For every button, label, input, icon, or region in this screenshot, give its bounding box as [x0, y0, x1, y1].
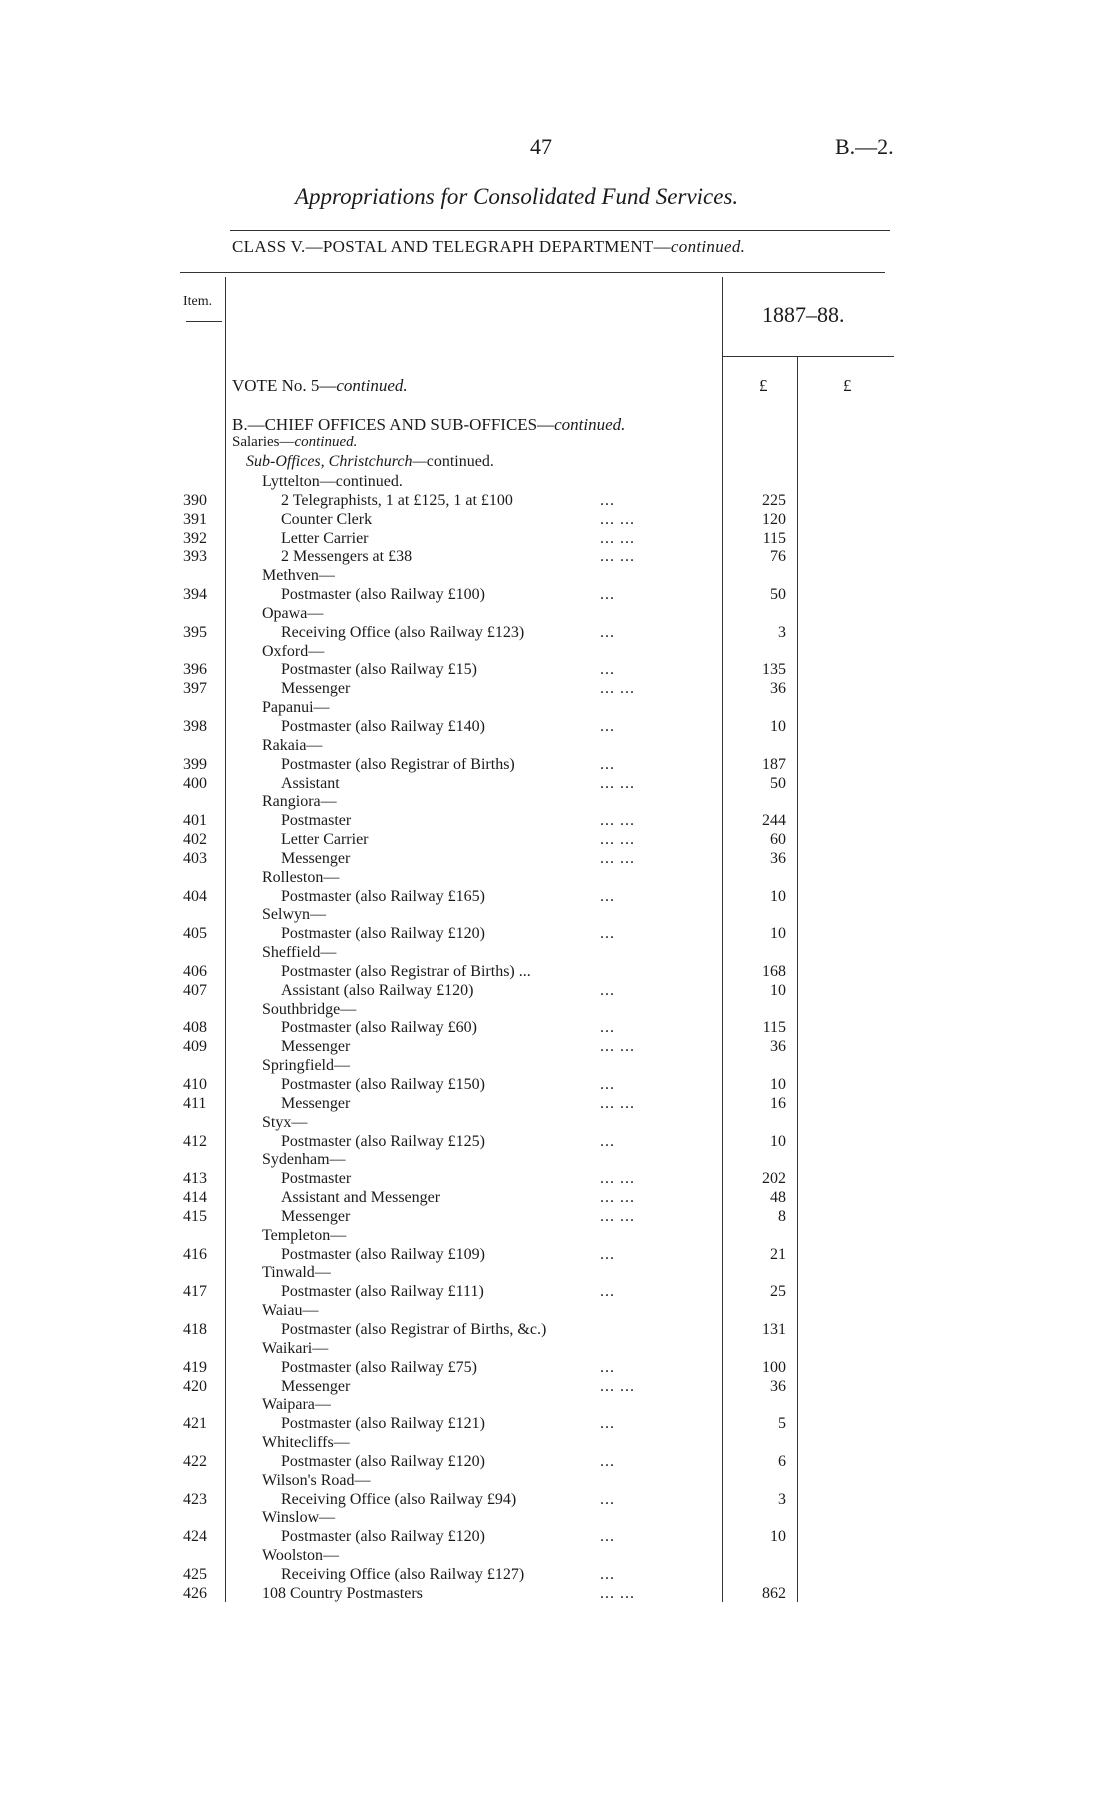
item-number: 392 [183, 529, 207, 547]
item-number: 420 [183, 1377, 207, 1395]
pound-symbol-1: £ [759, 376, 768, 395]
line-description: Postmaster (also Registrar of Births) [281, 755, 515, 773]
leader-dots: ... ... [600, 1207, 635, 1225]
office-name: Styx— [262, 1113, 308, 1131]
table-row [0, 1321, 1114, 1340]
item-number: 419 [183, 1358, 207, 1376]
line-description: Postmaster (also Railway £109) [281, 1245, 485, 1263]
office-name: 108 Country Postmasters [262, 1584, 423, 1602]
item-number: 423 [183, 1490, 207, 1508]
amount: 48 [770, 1189, 786, 1207]
item-number: 415 [183, 1207, 207, 1225]
vote-label: VOTE No. 5— [232, 376, 337, 395]
item-number: 396 [183, 661, 207, 679]
leader-dots: ... ... [600, 548, 635, 566]
item-number: 390 [183, 491, 207, 509]
table-row [0, 1019, 1114, 1038]
pound-symbol-2: £ [843, 376, 852, 395]
table-row [0, 567, 1114, 586]
leader-dots: ... [600, 1565, 615, 1583]
office-name: Southbridge— [262, 1000, 357, 1018]
table-row [0, 1076, 1114, 1095]
table-row [0, 1170, 1114, 1189]
office-name: Methven— [262, 567, 335, 585]
office-name: Springfield— [262, 1057, 350, 1075]
line-description: Messenger [281, 1094, 351, 1112]
line-description: 2 Telegraphists, 1 at £125, 1 at £100 [281, 491, 513, 509]
table-row [0, 1264, 1114, 1283]
item-number: 407 [183, 981, 207, 999]
item-number: 397 [183, 680, 207, 698]
amount: 8 [778, 1207, 786, 1225]
table-row [0, 1415, 1114, 1434]
leader-dots: ... [600, 661, 615, 679]
table-head-rule [180, 272, 885, 273]
leader-dots: ... [600, 1490, 615, 1508]
line-description: 2 Messengers at £38 [281, 548, 413, 566]
table-row [0, 492, 1114, 511]
item-number: 404 [183, 887, 207, 905]
class-title [232, 237, 745, 257]
table-row [0, 944, 1114, 963]
item-number: 409 [183, 1038, 207, 1056]
item-number: 406 [183, 962, 207, 980]
table-row [0, 963, 1114, 982]
table-row [0, 756, 1114, 775]
office-name: Winslow— [262, 1509, 336, 1527]
item-number: 413 [183, 1170, 207, 1188]
line-description: Postmaster (also Railway £60) [281, 1019, 477, 1037]
table-row [0, 643, 1114, 662]
office-name: Waipara— [262, 1396, 331, 1414]
leader-dots: ... [600, 887, 615, 905]
item-number: 391 [183, 510, 207, 528]
item-number: 424 [183, 1528, 207, 1546]
line-description: Postmaster (also Railway £15) [281, 661, 477, 679]
table-row [0, 1151, 1114, 1170]
office-name: Waiau— [262, 1302, 319, 1320]
amount: 10 [770, 1076, 786, 1093]
leader-dots: ... [600, 981, 615, 999]
table-row [0, 1491, 1114, 1510]
table-row [0, 718, 1114, 737]
table-row [0, 906, 1114, 925]
table-row [0, 605, 1114, 624]
line-description: Postmaster (also Registrar of Births, &c.) [281, 1320, 547, 1338]
line-description: Messenger [281, 1207, 351, 1225]
amount: 36 [770, 680, 786, 698]
table-row [0, 1114, 1114, 1133]
amount: 115 [762, 529, 786, 547]
table-row [0, 548, 1114, 567]
line-description: Postmaster (also Railway £100) [281, 586, 485, 604]
table-row [0, 737, 1114, 756]
salaries-label: Salaries— [232, 434, 295, 450]
table-row [0, 1057, 1114, 1076]
line-description: Postmaster [281, 812, 352, 830]
table-row [0, 1340, 1114, 1359]
line-description: Postmaster (also Railway £121) [281, 1415, 485, 1433]
table-row [0, 1547, 1114, 1566]
line-description: Postmaster (also Railway £120) [281, 925, 485, 943]
table-row [0, 1095, 1114, 1114]
amount: 202 [762, 1170, 786, 1188]
table-row [0, 1133, 1114, 1152]
amount: 225 [762, 491, 786, 509]
page-subtitle: Appropriations for Consolidated Fund Services. [295, 184, 739, 209]
line-description: Assistant (also Railway £120) [281, 981, 474, 999]
leader-dots: ... ... [600, 1584, 635, 1602]
table-row [0, 831, 1114, 850]
item-number: 393 [183, 548, 207, 566]
suboffices-heading [246, 453, 494, 471]
table-row [0, 699, 1114, 718]
line-description: Letter Carrier [281, 831, 369, 849]
office-name: Templeton— [262, 1226, 347, 1244]
table-row [0, 1246, 1114, 1265]
office-name: Sheffield— [262, 944, 337, 962]
amount: 862 [762, 1584, 786, 1602]
item-number: 425 [183, 1565, 207, 1583]
line-description: Postmaster (also Railway £120) [281, 1528, 485, 1546]
amount: 100 [762, 1358, 786, 1376]
vote-heading [232, 376, 408, 396]
office-name: Selwyn— [262, 906, 326, 924]
office-name: Papanui— [262, 699, 330, 717]
table-row [0, 680, 1114, 699]
office-name: Rolleston— [262, 868, 340, 886]
leader-dots: ... ... [600, 529, 635, 547]
leader-dots: ... ... [600, 831, 635, 849]
item-number: 426 [183, 1584, 207, 1602]
table-row [0, 1509, 1114, 1528]
item-column-header: Item. [183, 294, 213, 309]
item-number: 401 [183, 812, 207, 830]
document-reference: B.—2. [835, 134, 894, 159]
amount: 6 [778, 1452, 786, 1470]
office-name: Opawa— [262, 604, 324, 622]
amount: 10 [770, 925, 786, 943]
year-column-header: 1887–88. [762, 302, 845, 327]
line-description: Assistant [281, 774, 340, 792]
item-number: 400 [183, 774, 207, 792]
leader-dots: ... [600, 925, 615, 943]
amount: 50 [770, 774, 786, 792]
leader-dots: ... [600, 1452, 615, 1470]
leader-dots: ... [600, 1076, 615, 1093]
leader-dots: ... [600, 1415, 615, 1433]
table-row [0, 511, 1114, 530]
leader-dots: ... [600, 1528, 615, 1546]
office-name: Tinwald— [262, 1264, 331, 1282]
amount: 10 [770, 1528, 786, 1546]
table-row [0, 850, 1114, 869]
item-number: 410 [183, 1076, 207, 1093]
table-row [0, 888, 1114, 907]
table-row [0, 793, 1114, 812]
line-description: Messenger [281, 1377, 351, 1395]
table-row [0, 1566, 1114, 1585]
amount: 50 [770, 586, 786, 604]
leader-dots: ... ... [600, 1189, 635, 1207]
leader-dots: ... ... [600, 1094, 635, 1112]
suboffices-label: Sub-Offices, Christchurch— [246, 453, 427, 470]
item-number: 421 [183, 1415, 207, 1433]
amount: 3 [778, 1490, 786, 1508]
leader-dots: ... [600, 1358, 615, 1376]
item-number: 412 [183, 1132, 207, 1150]
amount: 76 [770, 548, 786, 566]
line-description: Postmaster (also Railway £165) [281, 887, 485, 905]
line-description: Letter Carrier [281, 529, 369, 547]
leader-dots: ... [600, 1019, 615, 1037]
leader-dots: ... [600, 1283, 615, 1301]
leader-dots: ... ... [600, 812, 635, 830]
table-row [0, 1001, 1114, 1020]
table-row [0, 1189, 1114, 1208]
line-description: Postmaster (also Railway £111) [281, 1283, 484, 1301]
line-description: Postmaster (also Railway £125) [281, 1132, 485, 1150]
leader-dots: ... [600, 491, 615, 509]
office-name: Oxford— [262, 642, 325, 660]
table-row [0, 1359, 1114, 1378]
line-description: Messenger [281, 1038, 351, 1056]
amount: 60 [770, 831, 786, 849]
item-number: 408 [183, 1019, 207, 1037]
line-description: Postmaster (also Railway £75) [281, 1358, 477, 1376]
office-name: Rangiora— [262, 793, 337, 811]
leader-dots: ... ... [600, 680, 635, 698]
line-description: Receiving Office (also Railway £127) [281, 1565, 525, 1583]
leader-dots: ... [600, 1132, 615, 1150]
table-row [0, 1378, 1114, 1397]
amount: 10 [770, 887, 786, 905]
class-title-continued: continued. [670, 237, 746, 256]
item-number: 394 [183, 586, 207, 604]
amount: 10 [770, 1132, 786, 1150]
item-number: 402 [183, 831, 207, 849]
line-description: Postmaster [281, 1170, 352, 1188]
table-row [0, 1528, 1114, 1547]
table-row [0, 1227, 1114, 1246]
item-header-underline [186, 321, 222, 322]
line-description: Messenger [281, 849, 351, 867]
item-number: 405 [183, 925, 207, 943]
amount: 36 [770, 849, 786, 867]
leader-dots: ... [600, 586, 615, 604]
office-name: Rakaia— [262, 736, 323, 754]
item-number: 418 [183, 1320, 207, 1338]
amount: 36 [770, 1038, 786, 1056]
salaries-continued: continued. [294, 434, 358, 450]
table-row [0, 530, 1114, 549]
amount: 5 [778, 1415, 786, 1433]
section-label: B.—CHIEF OFFICES AND SUB-OFFICES— [232, 415, 555, 434]
amount: 135 [762, 661, 786, 679]
line-description: Receiving Office (also Railway £123) [281, 623, 525, 641]
table-row [0, 1208, 1114, 1227]
salaries-heading [232, 434, 357, 451]
line-description: Messenger [281, 680, 351, 698]
amount: 244 [762, 812, 786, 830]
table-row [0, 812, 1114, 831]
table-row [0, 925, 1114, 944]
item-number: 398 [183, 717, 207, 735]
amount: 10 [770, 717, 786, 735]
leader-dots: ... ... [600, 849, 635, 867]
line-description: Assistant and Messenger [281, 1189, 441, 1207]
line-description: Postmaster (also Railway £120) [281, 1452, 485, 1470]
table-row [0, 1434, 1114, 1453]
office-name: Sydenham— [262, 1151, 346, 1169]
office-name: Whitecliffs— [262, 1434, 350, 1452]
table-row [0, 1396, 1114, 1415]
table-row [0, 624, 1114, 643]
table-row [0, 775, 1114, 794]
leader-dots: ... ... [600, 774, 635, 792]
office-name: Waikari— [262, 1339, 329, 1357]
amount: 16 [770, 1094, 786, 1112]
leader-dots: ... ... [600, 1038, 635, 1056]
item-number: 416 [183, 1245, 207, 1263]
leader-dots: ... [600, 755, 615, 773]
leader-dots: ... ... [600, 1170, 635, 1188]
table-row [0, 1585, 1114, 1604]
leader-dots: ... [600, 623, 615, 641]
section-continued: continued. [554, 415, 626, 434]
item-number: 417 [183, 1283, 207, 1301]
amount: 115 [762, 1019, 786, 1037]
table-row [0, 1472, 1114, 1491]
table-row [0, 473, 1114, 492]
appropriation-lines [0, 473, 1114, 1604]
table-row [0, 1453, 1114, 1472]
table-row [0, 1283, 1114, 1302]
amount: 3 [778, 623, 786, 641]
item-number: 422 [183, 1452, 207, 1470]
item-number: 399 [183, 755, 207, 773]
table-row [0, 982, 1114, 1001]
line-description: Postmaster (also Registrar of Births) ... [281, 962, 531, 980]
amount: 168 [762, 962, 786, 980]
leader-dots: ... [600, 717, 615, 735]
line-description: Counter Clerk [281, 510, 373, 528]
amount: 10 [770, 981, 786, 999]
item-number: 414 [183, 1189, 207, 1207]
amount: 21 [770, 1245, 786, 1263]
item-number: 395 [183, 623, 207, 641]
amount: 25 [770, 1283, 786, 1301]
item-number: 411 [183, 1094, 207, 1112]
office-name: Lyttelton—continued. [262, 473, 403, 490]
leader-dots: ... [600, 1245, 615, 1263]
table-row [0, 1038, 1114, 1057]
class-title-text: CLASS V.—POSTAL AND TELEGRAPH DEPARTMENT— [232, 237, 671, 256]
leader-dots: ... ... [600, 510, 635, 528]
suboffices-continued: continued. [426, 453, 494, 470]
line-description: Receiving Office (also Railway £94) [281, 1490, 517, 1508]
year-rule [722, 356, 894, 357]
item-number: 403 [183, 849, 207, 867]
table-row [0, 1302, 1114, 1321]
section-heading [232, 415, 625, 435]
table-row [0, 586, 1114, 605]
top-rule [230, 230, 890, 231]
amount: 36 [770, 1377, 786, 1395]
line-description: Postmaster (also Railway £140) [281, 717, 485, 735]
amount: 131 [762, 1320, 786, 1338]
table-row [0, 869, 1114, 888]
vote-continued: continued. [336, 376, 408, 395]
office-name: Wilson's Road— [262, 1471, 371, 1489]
table-row [0, 661, 1114, 680]
amount: 187 [762, 755, 786, 773]
line-description: Postmaster (also Railway £150) [281, 1076, 485, 1093]
leader-dots: ... ... [600, 1377, 635, 1395]
amount: 120 [762, 510, 786, 528]
office-name: Woolston— [262, 1547, 339, 1565]
page-number: 47 [530, 134, 552, 159]
